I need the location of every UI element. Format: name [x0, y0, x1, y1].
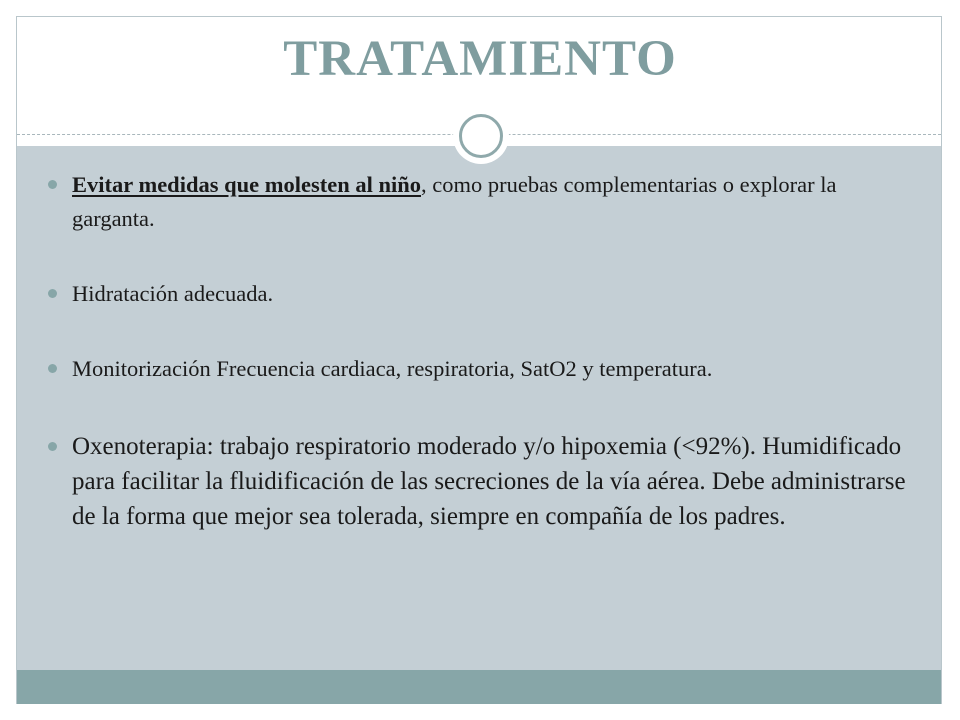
- circle-bullet-icon: [48, 180, 57, 189]
- ring-ornament-inner: [459, 114, 503, 158]
- bullet-item: [48, 352, 918, 386]
- bullet-text: , como pruebas complementarias o explorar la garganta.: [72, 172, 837, 231]
- bullet-item: [48, 429, 918, 534]
- bullet-emphasis: Evitar medidas que molesten al niño: [72, 172, 421, 197]
- bullet-list: [48, 168, 918, 534]
- circle-bullet-icon: [48, 289, 57, 298]
- slide-title: TRATAMIENTO: [283, 31, 677, 87]
- circle-bullet-icon: [48, 442, 57, 451]
- bullet-text: Monitorización Frecuencia cardiaca, respiratoria, SatO2 y temperatura.: [72, 356, 713, 381]
- bullet-item: [48, 168, 918, 236]
- footer-bar: [17, 670, 941, 704]
- bullet-text: Hidratación adecuada.: [72, 281, 274, 306]
- bullet-item: [48, 277, 918, 311]
- circle-bullet-icon: [48, 364, 57, 373]
- bullet-text: Oxenoterapia: trabajo respiratorio moderado y/o hipoxemia (<92%). Humidificado para facilitar la fluidificación de las secreciones de la vía aérea. Debe administrarse de la forma que mejor sea tolerada, siempre en compañía de los padres.: [72, 433, 906, 530]
